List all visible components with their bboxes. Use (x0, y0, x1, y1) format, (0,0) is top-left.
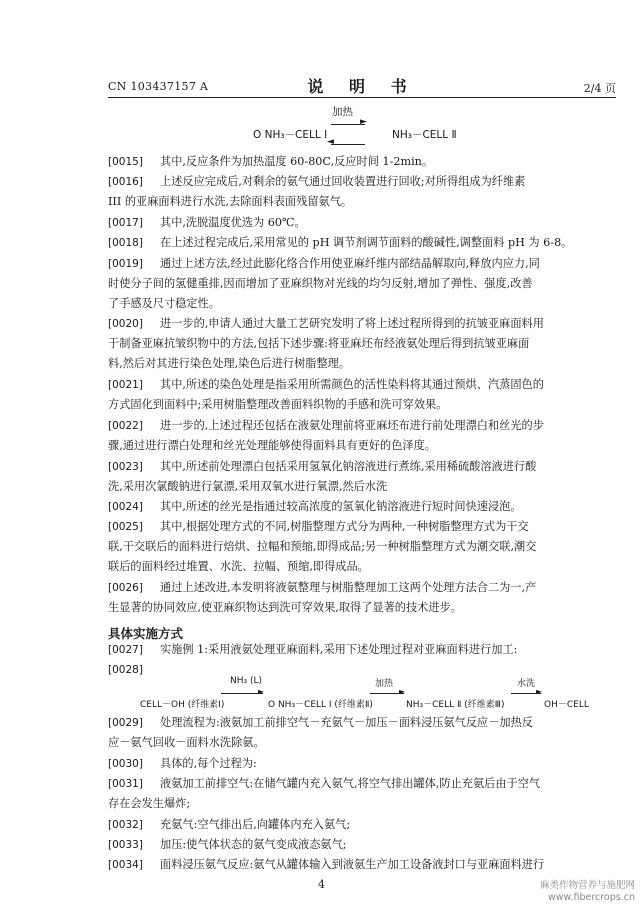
paragraph-number: [0020] (108, 318, 143, 331)
paragraph-line: III 的亚麻面料进行水洗,去除面料表面残留氨气。 (108, 195, 353, 209)
paragraph (108, 855, 616, 875)
arrow-head-1: ► (258, 687, 265, 696)
patent-number: CN 103437157 A (108, 80, 209, 93)
paragraph-text: 进一步的,申请人通过大量工艺研究发明了将上述过程所得到的抗皱亚麻面料用 (160, 317, 544, 331)
paragraph-line: 生显著的协同效应,使亚麻织物达到洗可穿效果,取得了显著的技术进步。 (108, 601, 462, 615)
paragraph-text: 在上述过程完成后,采用常见的 pH 调节剂调节面料的酸碱性,调整面料 pH 为 6-8。 (160, 236, 573, 250)
paragraph-number: [0016] (108, 176, 143, 189)
paragraph-number: [0021] (108, 379, 143, 392)
paragraph-text: 加压:使气体状态的氨气变成液态氨气; (160, 837, 347, 851)
paragraph-number: [0026] (108, 582, 143, 595)
site-watermark (540, 880, 635, 904)
paragraph-line: 料,然后对其进行染色处理,染色后进行树脂整理。 (108, 357, 351, 371)
paragraph-text: 通过上述改进,本发明将液氨整理与树脂整理加工这两个处理方法合二为一,产 (160, 581, 537, 595)
paragraph-line: 时使分子间的氢健重排,因而增加了亚麻织物对光线的均匀反射,增加了弹性、强度,改善 (108, 276, 533, 290)
paragraph-line: 应－氨气回收－面料水洗除氨。 (108, 736, 265, 749)
formula2-complex-2: NH₃－CELL Ⅱ (纤维素Ⅲ) (406, 700, 505, 710)
watermark-line2: www.fibercrops.cn (548, 892, 635, 903)
paragraph-text: 其中,洗脱温度优选为 60℃。 (160, 215, 306, 229)
paragraph-text: 充氨气:空气排出后,向罐体内充入氨气; (160, 817, 351, 831)
formula2-heat-label: 加热 (375, 679, 394, 689)
paragraph-text: 其中,所述的丝光是指通过较高浓度的氢氧化钠溶液进行短时间快速浸泡。 (160, 500, 522, 514)
paragraph-line: 存在会发生爆炸; (108, 796, 191, 810)
paragraph-number: [0019] (108, 257, 143, 270)
arrow-head-2: ► (399, 687, 406, 696)
paragraph-text: 处理流程为:液氨加工前排空气－充氨气－加压－面料浸压氨气反应－加热反 (160, 716, 533, 729)
paragraph-line (108, 815, 616, 835)
paragraph-number: [0033] (108, 838, 143, 851)
watermark-line1: 麻类作物营养与施肥网 (539, 880, 635, 891)
paragraph-text: 其中,所述前处理漂白包括采用氢氧化钠溶液进行煮练,采用稀硫酸溶液进行酸 (160, 459, 537, 473)
formula1-right: NH₃－CELL Ⅱ (392, 129, 457, 141)
formula2-cellulose-3: OH－CELL (544, 700, 589, 710)
formula2-complex-1: O NH₃－CELL Ⅰ (纤维素Ⅱ) (268, 700, 373, 710)
paragraph-number: [0023] (108, 460, 143, 473)
paragraph-line: 骤,通过进行漂白处理和丝光处理能够使得面料具有更好的色泽度。 (108, 438, 436, 452)
section-heading: 具体实施方式 (108, 626, 184, 641)
paragraph-text: 面料浸压氨气反应:氨气从罐体输入到液氨生产加工设备液封口与亚麻面料进行 (160, 858, 545, 872)
paragraph-text: 液氨加工前排空气:在储气罐内充入氨气,将空气排出罐体,防止充氨后由于空气 (160, 776, 541, 790)
formula2-arrow-1 (221, 693, 263, 694)
paragraph-line (108, 713, 616, 733)
paragraph-number: [0027] (108, 644, 143, 656)
formula2-wash-label: 水洗 (517, 679, 536, 689)
paragraph-text: 其中,反应条件为加热温度 60-80C,反应时间 1-2min。 (160, 155, 434, 168)
paragraph-text: 其中,所述的染色处理是指采用所需颜色的活性染料将其通过预烘、汽蒸固色的 (160, 378, 544, 392)
page-number: 4 (318, 878, 325, 891)
paragraph-text: 具体的,每个过程为: (160, 756, 257, 770)
formula2-nh3-label: NH₃ (L) (230, 676, 263, 686)
paragraph (108, 754, 616, 774)
paragraph (108, 774, 616, 814)
paragraph-line (108, 835, 616, 855)
paragraph-line (108, 774, 616, 794)
paragraph-number: [0029] (108, 717, 143, 729)
paragraph-number: [0018] (108, 237, 143, 250)
formula1-heat-label: 加热 (332, 106, 353, 118)
paragraph-number: [0022] (108, 419, 143, 432)
paragraph-number: [0024] (108, 501, 143, 514)
paragraph-text: 进一步的,上述过程还包括在液氨处理前将亚麻坯布进行前处理漂白和丝光的步 (160, 418, 544, 432)
formula1-left: O NH₃－CELL Ⅰ (253, 129, 328, 141)
paragraph (108, 835, 616, 855)
paragraph-line (108, 754, 616, 774)
paragraph-line (108, 855, 616, 875)
arrow-head-left: ◄ (327, 137, 334, 147)
paragraph-line: 于制备亚麻抗皱织物中的方法,包括下述步骤:将亚麻坯布经液氨处理后得到抗皱亚麻面 (108, 337, 530, 351)
formula2-cellulose-1: CELL－OH (纤维素Ⅰ) (140, 700, 225, 710)
paragraph-number: [0025] (108, 521, 143, 534)
arrow-head-right: ► (360, 117, 367, 127)
paragraph-text: 实施例 1:采用液氨处理亚麻面料,采用下述处理过程对亚麻面料进行加工: (160, 643, 518, 656)
paragraph-text: 其中,根据处理方式的不同,树脂整理方式分为两种,一种树脂整理方式为干交 (160, 520, 529, 534)
paragraph-number: [0032] (108, 818, 143, 831)
paragraph (108, 815, 616, 835)
paragraph-line: 了手感及尺寸稳定性。 (108, 296, 220, 310)
paragraph-line: 方式固化到面料中;采用树脂整理改善面料织物的手感和洗可穿效果。 (108, 398, 448, 412)
arrow-head-3: ► (536, 687, 543, 696)
paragraph-number: [0028] (108, 664, 143, 677)
paragraph-text: 上述反应完成后,对剩余的氨气通过回收装置进行回收;对所得组成为纤维素 (160, 175, 526, 189)
paragraph-line: 联后的面料经过堆置、水洗、拉幅、预缩,即得成品。 (108, 560, 369, 574)
paragraph-number: [0015] (108, 156, 143, 168)
paragraph-number: [0017] (108, 216, 143, 229)
paragraph-number: [0034] (108, 859, 143, 872)
paragraph-text: 通过上述方法,经过此膨化络合作用使亚麻纤维内部结晶解取向,释放内应力,同 (160, 256, 540, 270)
paragraph-number: [0030] (108, 757, 143, 770)
document-title: 说 明 书 (307, 77, 417, 96)
page-indicator: 2/4 页 (583, 82, 616, 95)
paragraph-number: [0031] (108, 777, 143, 790)
paragraph-line: 联,干交联后的面料进行焙烘、拉幅和预缩,即得成品;另一种树脂整理方式为潮交联,潮交 (108, 540, 537, 554)
paragraph (108, 713, 616, 753)
paragraph-line: 洗,采用次氯酸钠进行氯漂,采用双氧水进行氧漂,然后水洗 (108, 479, 388, 493)
